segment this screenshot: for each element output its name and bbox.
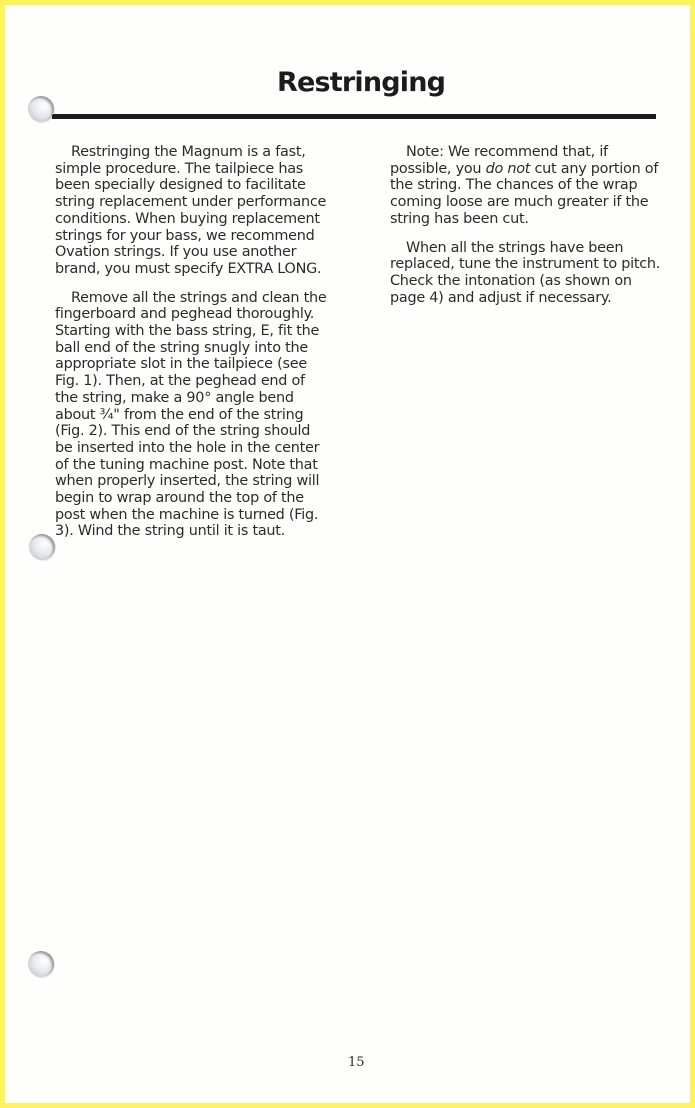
paragraph-intro: Restringing the Magnum is a fast, simple procedure. The tailpiece has been specially designed to facilitate string replacement under performance conditions. When buying replacement strings for your bass, we recommend Ovation strings. If you use another brand, you must specify EXTRA LONG. — [55, 144, 327, 277]
paragraph-tuning: When all the strings have been replaced, tune the instrument to pitch. Check the intonation (as shown on page 4) and adjust if necessary. — [390, 239, 661, 306]
note-text-end: cut any portion of the string. The chances of the wrap coming loose are much greater if the string has been cut. — [390, 160, 659, 227]
note-text-start: Note: We recommend that, if possible, you — [390, 144, 608, 177]
paragraph-procedure: Remove all the strings and clean the fingerboard and peghead thoroughly. Starting with the bass string, E, fit the ball end of the string snugly into the appropriate slot in the tailpiece (see Fig. 1). Then, at the peghead end of the string, make a 90° angle bend about ¾" from the end of the string (Fig. 2). This end of the string should be inserted into the hole in the center of the tuning machine post. Note that when properly inserted, the string will begin to wrap around the top of the post when the machine is turned (Fig. 3). Wind the string until it is taut. — [55, 289, 327, 540]
page-number: 15 — [348, 1055, 365, 1070]
note-emphasis: do not — [485, 160, 531, 177]
binder-hole-middle — [29, 534, 55, 560]
paragraph-note — [390, 144, 666, 228]
manual-page — [5, 5, 690, 1103]
binder-hole-bottom — [28, 951, 54, 977]
title-rule — [52, 114, 656, 119]
binder-hole-top — [28, 96, 54, 122]
left-column — [55, 144, 330, 552]
page-title: Restringing — [277, 67, 446, 98]
right-column — [390, 144, 666, 318]
